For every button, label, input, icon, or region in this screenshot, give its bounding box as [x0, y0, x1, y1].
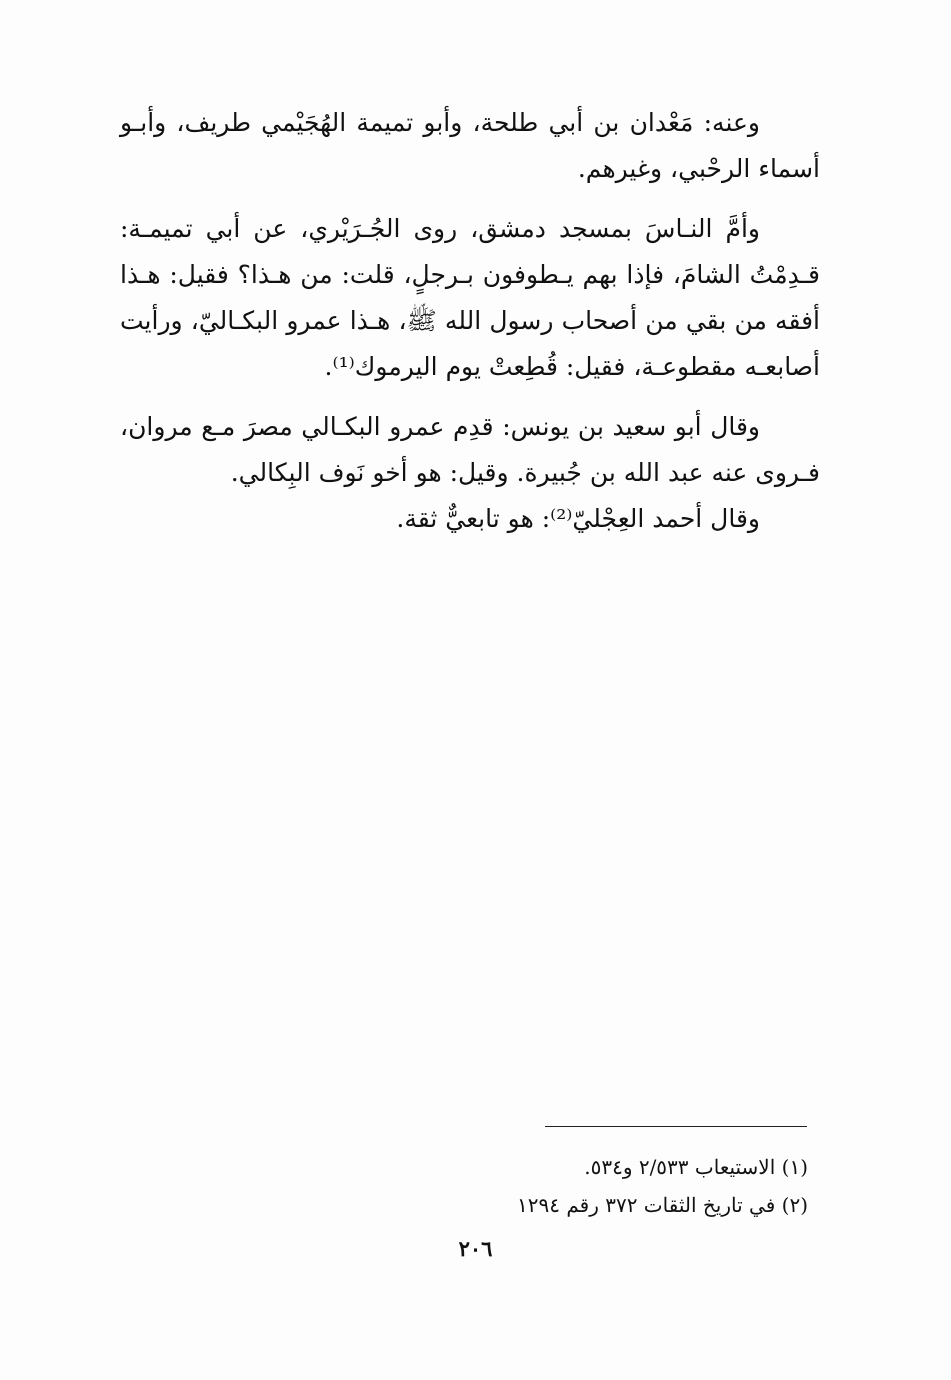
paragraph-1: وعنه: مَعْدان بن أبي طلحة، وأبو تميمة الهُجَيْمي طريف، وأبـو أسماء الرحْبي، وغيرهم.	[120, 108, 820, 183]
footnote-2: (٢) في تاريخ الثقات ٣٧٢ رقم ١٢٩٤	[517, 1193, 808, 1217]
main-text	[120, 100, 820, 556]
footnote-1: (١) الاستيعاب ٢/٥٣٣ و٥٣٤.	[584, 1155, 808, 1179]
paragraph-2: وأمَّ النـاسَ بمسجد دمشق، روى الجُـرَيْري، عن أبي تميمـة: قـدِمْتُ الشامَ، فإذا بهم يـطوفون بـرجلٍ، قلت: من هـذا؟ فقيل: هـذا أفقه من بقي من أصحاب رسول الله ﷺ، هـذا عمرو البكـاليّ، ورأيت أصابعـه مقطوعـة، فقيل: قُطِعتْ يوم اليرموك⁽¹⁾.	[120, 214, 820, 381]
page-number: ٢٠٦	[458, 1236, 493, 1261]
paragraph-4: وقال أحمد العِجْليّ⁽²⁾: هو تابعيٌّ ثقة.	[396, 504, 760, 533]
paragraph-3: وقال أبو سعيد بن يونس: قدِم عمرو البكـالي مصرَ مـع مروان، فـروى عنه عبد الله بن جُبيرة. وقيل: هو أخو نَوف البِكالي.	[120, 412, 820, 487]
footnotes	[308, 1148, 808, 1224]
footnote-divider	[545, 1126, 807, 1127]
